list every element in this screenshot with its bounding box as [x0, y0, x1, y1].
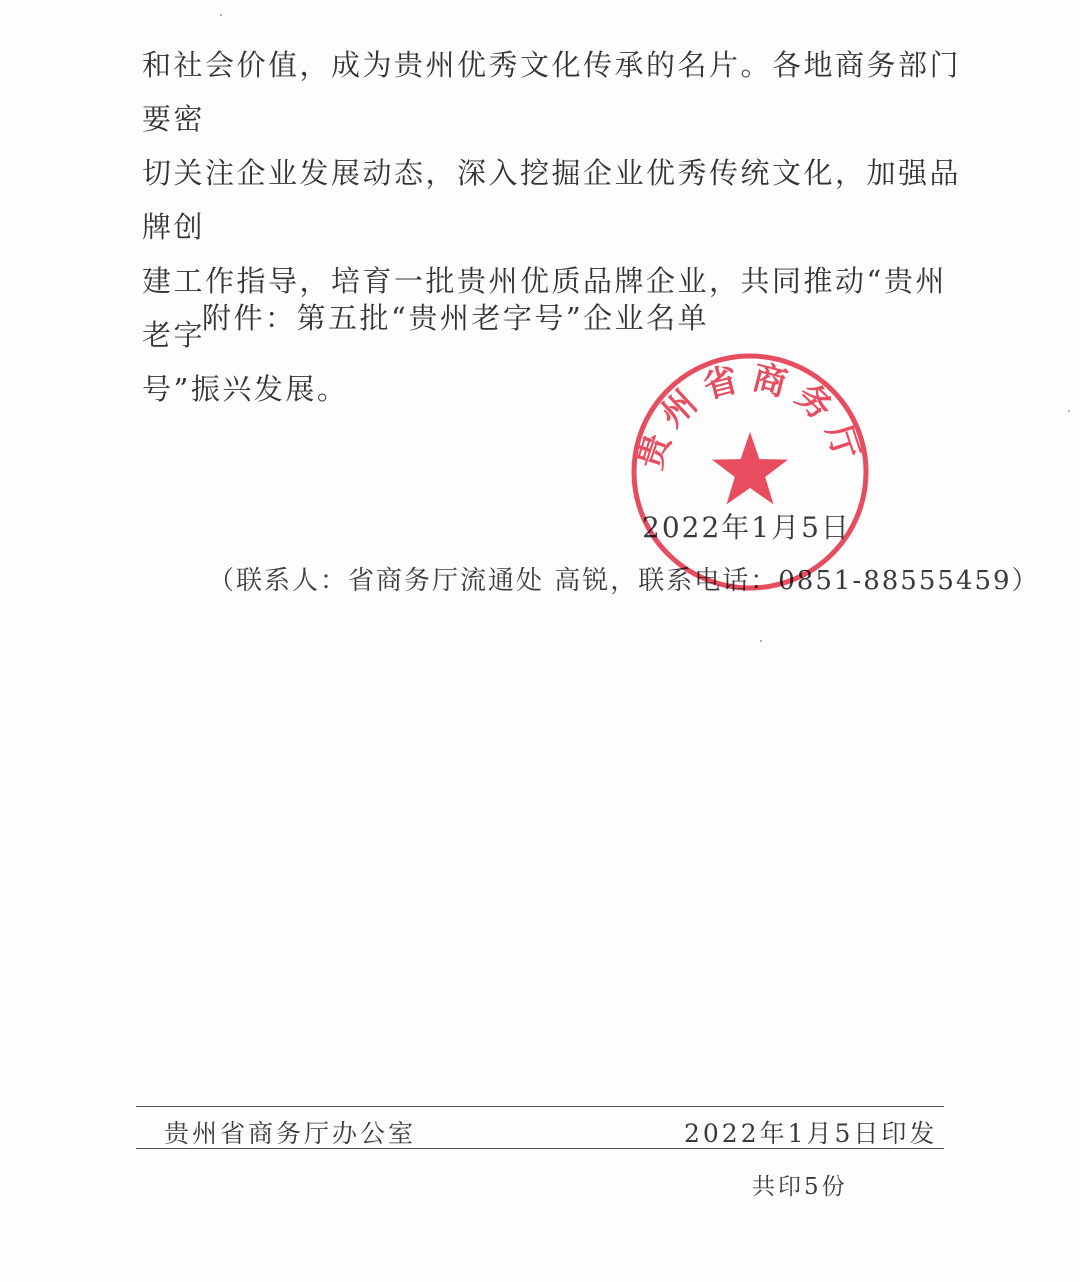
signing-date: 2022年1月5日	[642, 511, 851, 544]
print-copies: 共印5份	[752, 1174, 848, 1200]
attachment-note: 附件：第五批“贵州老字号”企业名单	[202, 301, 710, 335]
body-line: 建工作指导，培育一批贵州优质品牌企业，共同推动“贵州老字	[142, 264, 947, 352]
issuing-office: 贵州省商务厅办公室	[164, 1119, 417, 1148]
body-line: 切关注企业发展动态，深入挖掘企业优秀传统文化，加强品牌创	[142, 156, 962, 244]
contact-info: （联系人：省商务厅流通处 高锐，联系电话：0851-88555459）	[208, 566, 1040, 596]
issue-date: 2022年1月5日印发	[684, 1119, 938, 1148]
scan-speck	[1068, 410, 1070, 412]
seal-text-path: 贵州省商务厅	[630, 357, 870, 475]
scan-speck	[760, 640, 762, 642]
official-seal	[628, 350, 872, 594]
footer-rule-bottom	[136, 1148, 944, 1149]
body-line: 号”振兴发展。	[142, 372, 349, 406]
body-line: 和社会价值，成为贵州优秀文化传承的名片。各地商务部门要密	[142, 48, 962, 136]
seal-star-icon	[712, 432, 788, 504]
scan-speck	[220, 14, 222, 16]
footer-rule-top	[136, 1106, 944, 1107]
